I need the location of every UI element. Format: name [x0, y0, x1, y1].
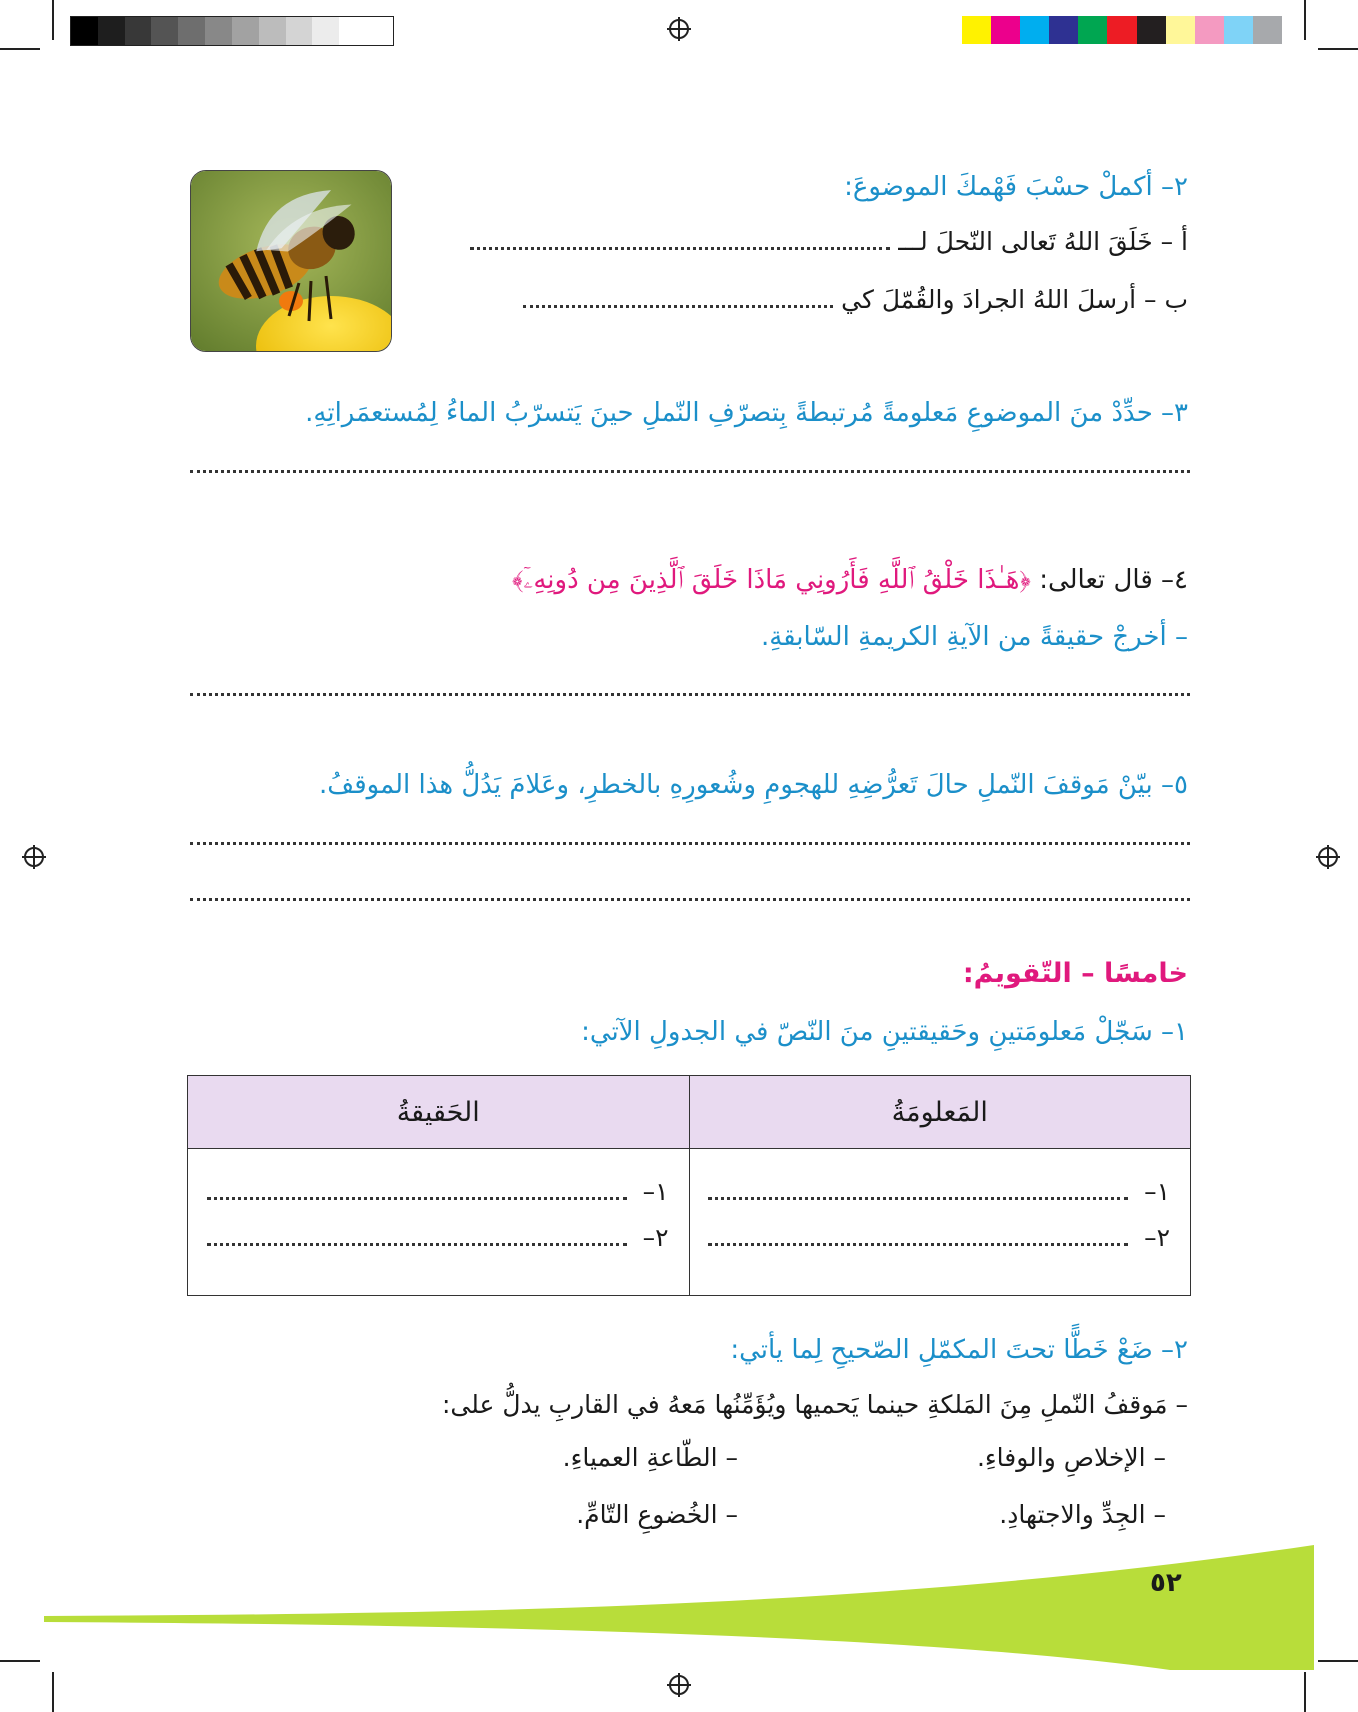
answer-line[interactable]: [207, 1197, 627, 1200]
registration-mark-icon: [669, 1675, 689, 1695]
answer-line[interactable]: [207, 1243, 627, 1246]
crop-mark: [52, 0, 54, 40]
row-label: ٢–: [642, 1223, 669, 1252]
question-2a: [470, 227, 1188, 256]
question-4: [512, 565, 1188, 596]
option-blind-obedience[interactable]: – الطّاعةِ العمياءِ.: [562, 1443, 738, 1472]
option-diligence[interactable]: – الجِدِّ والاجتهادِ.: [999, 1500, 1166, 1529]
section-question-1: ١– سَجّلْ مَعلومَتينِ وحَقيقتينِ منَ النّصّ في الجدولِ الآتي:: [581, 1017, 1188, 1047]
question-2b-text: ب – أرسلَ اللهُ الجرادَ والقُمّلَ كي: [841, 285, 1188, 314]
answer-line[interactable]: [190, 470, 1190, 473]
question-3-title: ٣– حدِّدْ منَ الموضوعِ مَعلومةً مُرتبطةً بِتصرّفِ النّملِ حينَ يَتسرّبُ الماءُ لِمُستعمَراتِهِ.: [305, 398, 1188, 428]
color-bar: [962, 16, 1282, 44]
question-4-sub: – أخرجْ حقيقةً من الآيةِ الكريمةِ السّابقةِ.: [760, 622, 1188, 652]
answer-line[interactable]: [470, 243, 890, 250]
answer-line[interactable]: [708, 1243, 1128, 1246]
footer-band: [0, 1540, 1358, 1670]
option-sincerity[interactable]: – الإخلاصِ والوفاءِ.: [976, 1443, 1166, 1472]
answer-line[interactable]: [708, 1197, 1128, 1200]
grayscale-bar: [70, 16, 394, 46]
table-cell-info: [689, 1149, 1191, 1296]
crop-mark: [1304, 0, 1306, 40]
table-cell-fact: [188, 1149, 690, 1296]
option-full-submission[interactable]: – الخُضوعِ التّامِّ.: [576, 1500, 738, 1529]
question-2-title: ٢– أكملْ حسْبَ فَهْمكَ الموضوعَ:: [844, 172, 1188, 202]
bee-photo: [190, 170, 392, 352]
question-2b: [523, 285, 1188, 314]
registration-mark-icon: [1318, 847, 1338, 867]
row-label: ١–: [642, 1177, 669, 1206]
row-label: ٢–: [1144, 1223, 1170, 1252]
row-label: ١–: [1144, 1177, 1170, 1206]
table-header-info: المَعلومَةُ: [689, 1076, 1191, 1149]
evaluation-question-2-stem: – مَوقفُ النّملِ مِنَ المَلكةِ حينما يَحميها ويُؤَمِّنُها مَعهُ في القاربِ يدلُّ على:: [441, 1390, 1188, 1419]
crop-mark: [1318, 48, 1358, 50]
crop-mark: [1304, 1672, 1306, 1712]
page-number: ٥٢: [1150, 1568, 1182, 1598]
question-5-title: ٥– بيّنْ مَوقفَ النّملِ حالَ تَعرُّضِهِ للهجومِ وشُعورِهِ بالخطرِ، وعَلامَ يَدُلُّ هذا الموقفُ.: [319, 770, 1188, 800]
answer-line[interactable]: [523, 301, 833, 308]
crop-mark: [52, 1672, 54, 1712]
answer-line[interactable]: [190, 898, 1190, 901]
info-facts-table: [187, 1075, 1191, 1296]
question-4-prefix: ٤– قال تعالى:: [1039, 565, 1188, 595]
registration-mark-icon: [24, 847, 44, 867]
table-header-fact: الحَقيقةُ: [188, 1076, 690, 1149]
evaluation-question-2-title: ٢– ضَعْ خَطًّا تحتَ المكمّلِ الصّحيحِ لِما يأتي:: [730, 1335, 1188, 1365]
answer-line[interactable]: [190, 842, 1190, 845]
section-heading: خامسًا – التّقويمُ:: [962, 958, 1188, 989]
quran-verse: ﴿هَـٰذَا خَلْقُ ٱللَّهِ فَأَرُونِي مَاذَا خَلَقَ ٱلَّذِينَ مِن دُونِهِۦٓ﴾: [511, 565, 1031, 595]
registration-mark-icon: [669, 19, 689, 39]
question-2a-text: أ – خَلَقَ اللهُ تَعالى النّحلَ لـــ: [898, 227, 1188, 256]
answer-line[interactable]: [190, 693, 1190, 696]
crop-mark: [0, 48, 40, 50]
